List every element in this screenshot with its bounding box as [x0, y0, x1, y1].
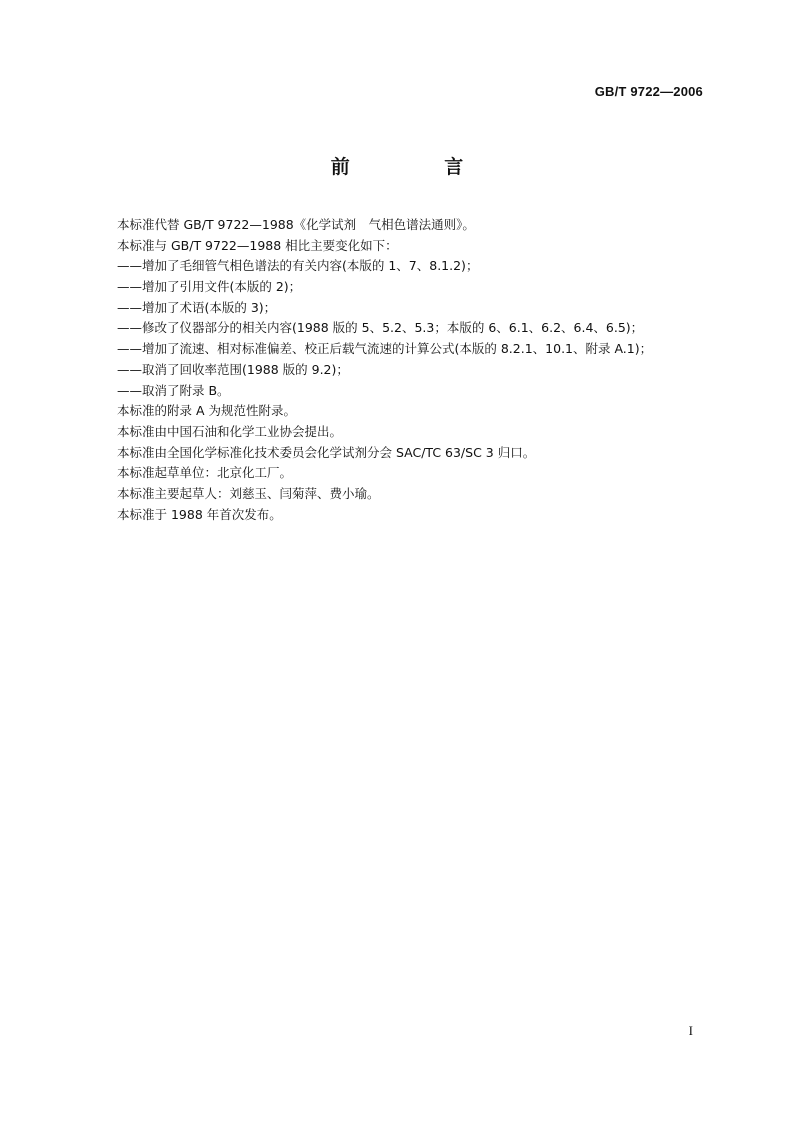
change-item-references: ——增加了引用文件(本版的 2)； — [117, 279, 302, 295]
change-item-instruments: ——修改了仪器部分的相关内容(1988 版的 5、5.2、5.3；本版的 6、6.1、6.2、6.4、6.5)； — [117, 320, 644, 336]
change-item-formulas: ——增加了流速、相对标准偏差、校正后载气流速的计算公式(本版的 8.2.1、10.1、附录 A.1)； — [117, 341, 653, 357]
paragraph-drafting-unit: 本标准起草单位：北京化工厂。 — [117, 465, 293, 481]
paragraph-first-issued: 本标准于 1988 年首次发布。 — [117, 506, 282, 522]
paragraph-changes-intro: 本标准与 GB/T 9722—1988 相比主要变化如下： — [117, 237, 398, 253]
change-item-terms: ——增加了术语(本版的 3)； — [117, 299, 277, 315]
page-number: I — [688, 1023, 693, 1038]
page-title: 前 言 — [330, 156, 508, 178]
change-item-capillary: ——增加了毛细管气相色谱法的有关内容(本版的 1、7、8.1.2)； — [117, 258, 479, 274]
paragraph-drafters: 本标准主要起草人：刘慈玉、闫菊萍、费小瑜。 — [117, 485, 380, 501]
paragraph-replaces: 本标准代替 GB/T 9722—1988《化学试剂 气相色谱法通则》。 — [117, 217, 475, 232]
standard-number: GB/T 9722—2006 — [594, 84, 703, 99]
paragraph-annex-a: 本标准的附录 A 为规范性附录。 — [117, 403, 296, 419]
change-item-recovery: ——取消了回收率范围(1988 版的 9.2)； — [117, 361, 349, 377]
change-item-annex-b: ——取消了附录 B。 — [117, 382, 230, 398]
foreword-body — [117, 215, 717, 525]
paragraph-proposed-by: 本标准由中国石油和化学工业协会提出。 — [117, 423, 343, 439]
paragraph-centralized-by: 本标准由全国化学标准化技术委员会化学试剂分会 SAC/TC 63/SC 3 归口。 — [117, 444, 536, 460]
